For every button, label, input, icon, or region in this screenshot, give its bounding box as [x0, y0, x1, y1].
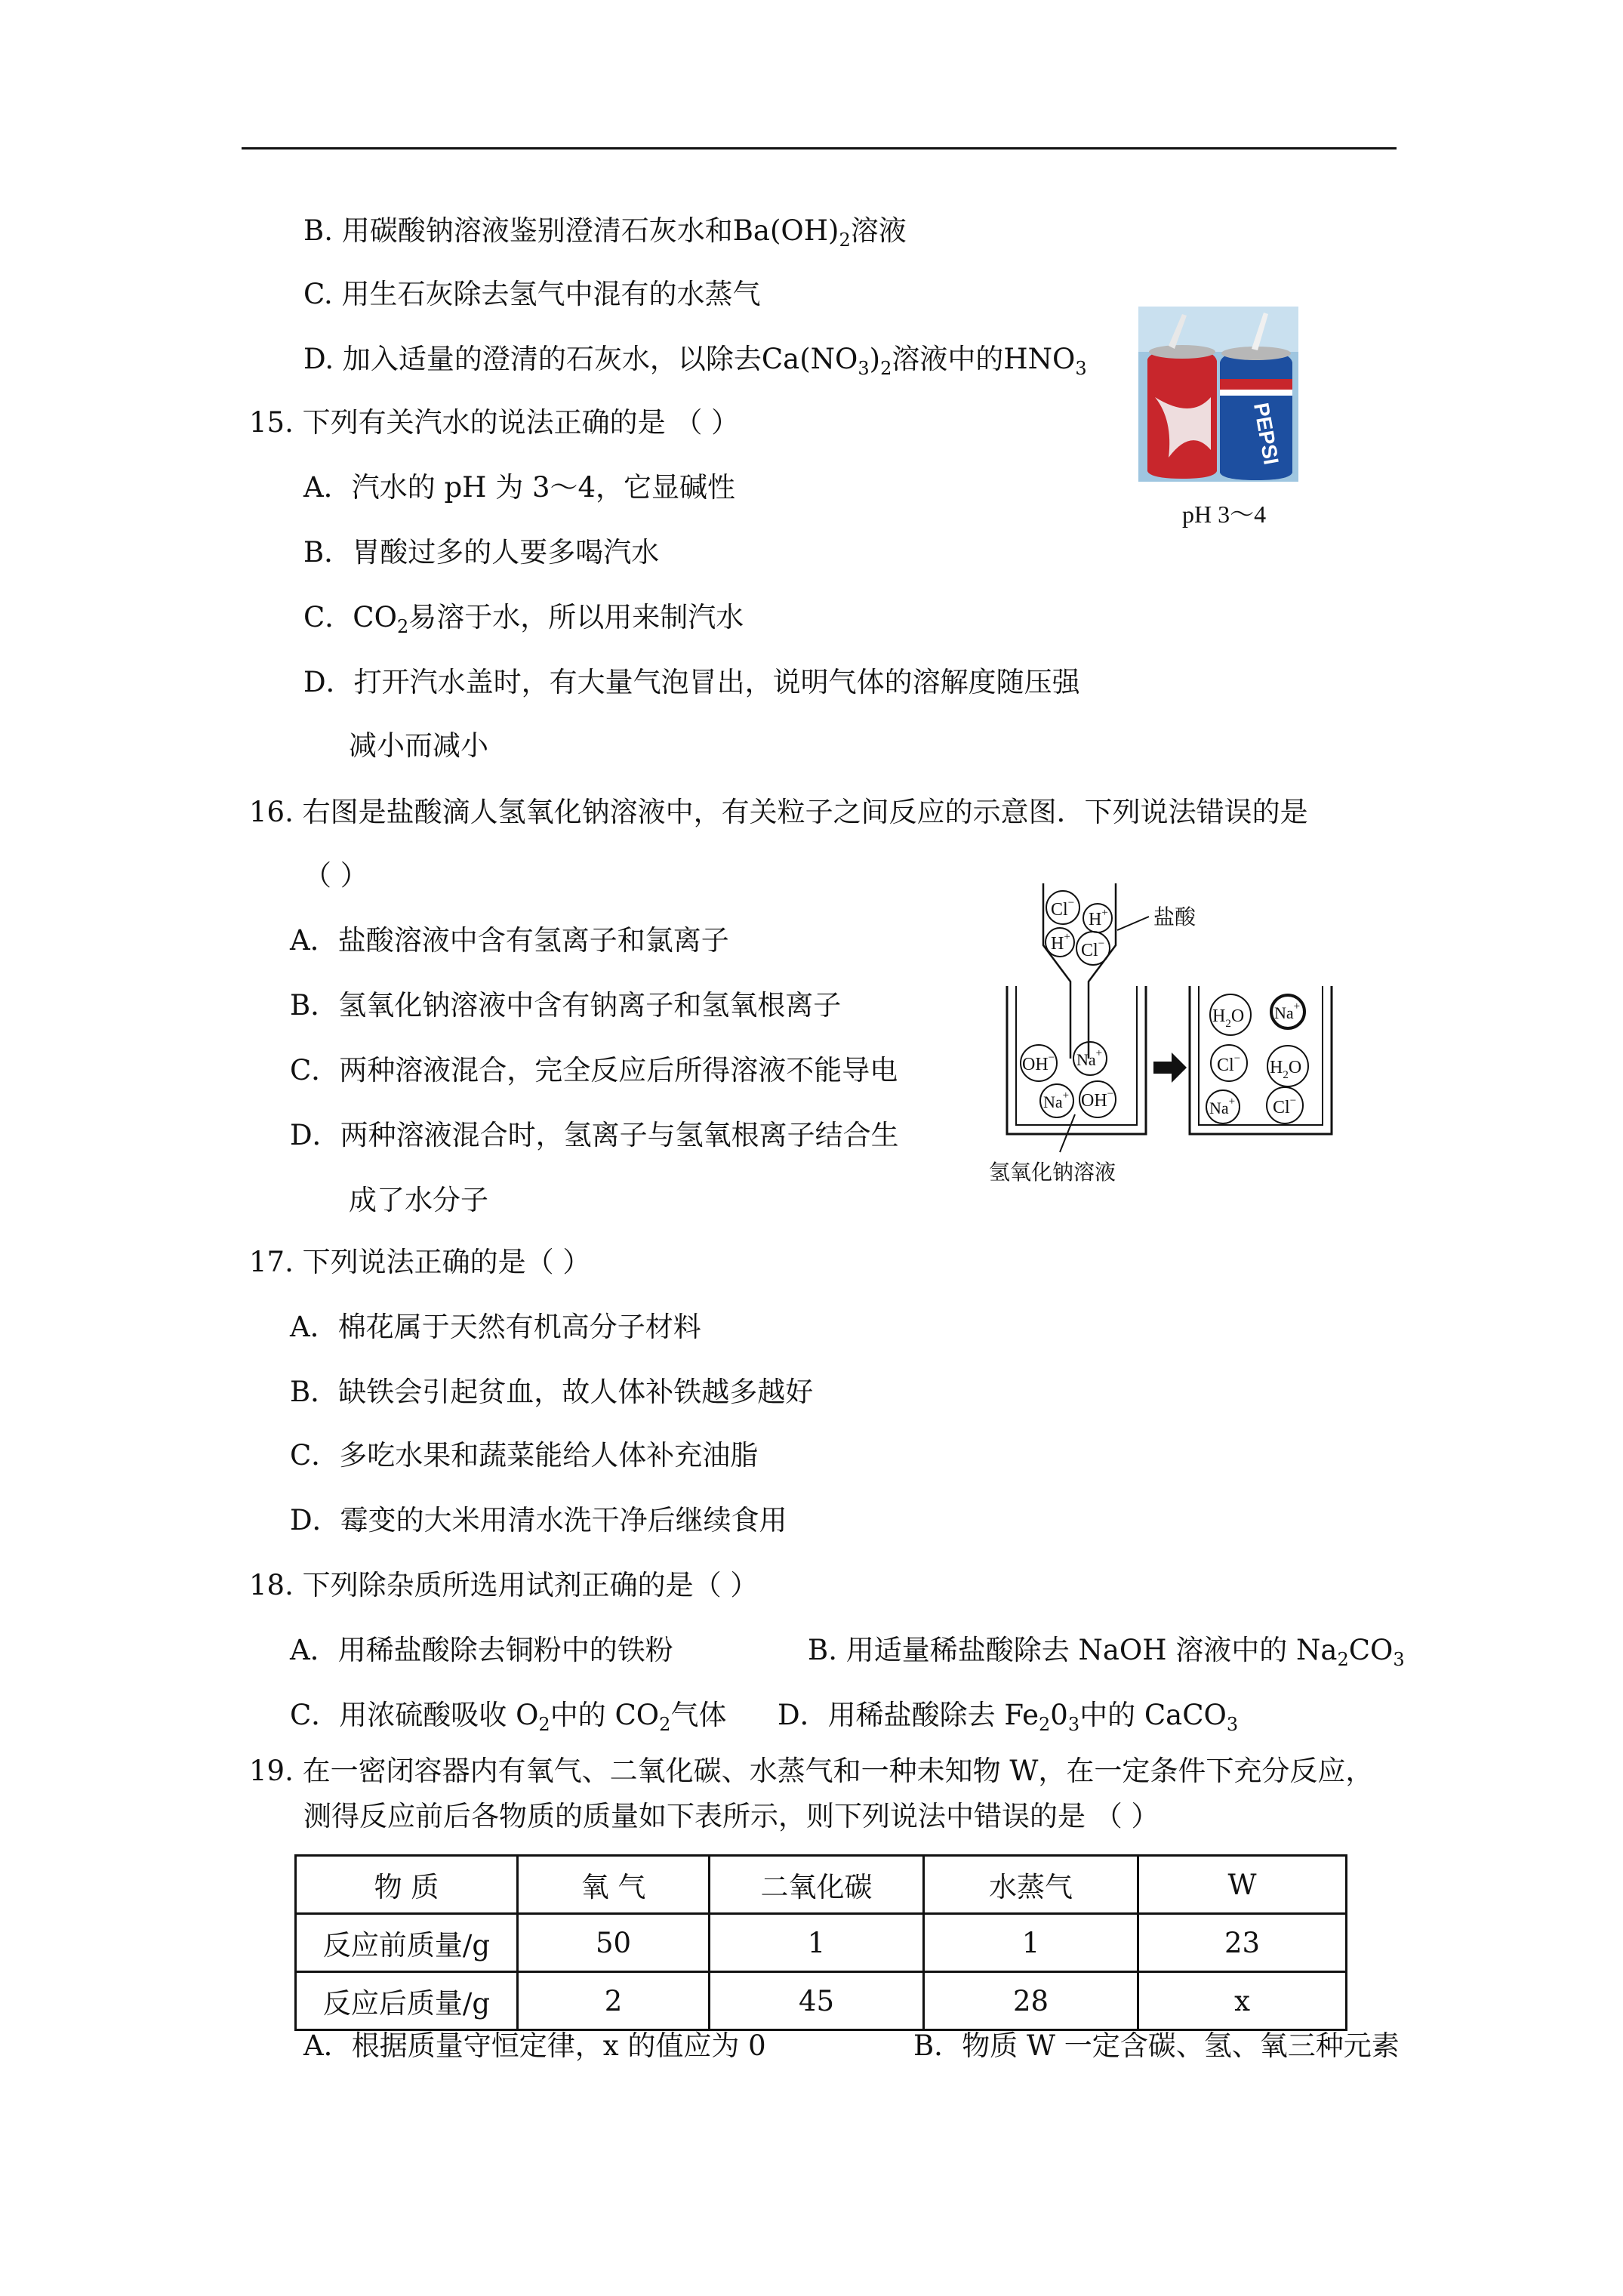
q16-stem: 16. 右图是盐酸滴人氢氧化钠溶液中，有关粒子之间反应的示意图．下列说法错误的是 — [249, 796, 1308, 828]
q19-option-b: B．物质 W 一定含碳、氢、氧三种元素 — [913, 2029, 1400, 2062]
soda-figure-caption: pH 3～4 — [1182, 501, 1267, 528]
table-cell: 1 — [924, 1914, 1138, 1972]
reaction-diagram — [981, 876, 1344, 1193]
q15-option-d-cont: 减小而减小 — [349, 729, 488, 762]
table-cell: 45 — [710, 1972, 924, 2030]
water-molecule-label: $H_2O$ — [1212, 1006, 1245, 1030]
table-cell: 反应前质量/g — [296, 1914, 518, 1972]
q16-paren: （ ） — [303, 859, 368, 892]
q19-stem: 19. 在一密闭容器内有氧气、二氧化碳、水蒸气和一种未知物 W，在一定条件下充分反应， — [249, 1755, 1374, 1787]
reaction-arrow — [1153, 1052, 1187, 1083]
q14-option-d: D. 加入适量的澄清的石灰水，以除去$Ca(NO_3)_2$溶液中的$HNO_3$ — [303, 343, 1087, 379]
table-cell: 50 — [518, 1914, 710, 1972]
water-molecule-label: $H_2O$ — [1270, 1058, 1302, 1081]
q17-stem: 17. 下列说法正确的是（ ） — [249, 1246, 591, 1278]
q15-stem: 15. 下列有关汽水的说法正确的是 （ ） — [249, 406, 740, 439]
table-cell: 28 — [924, 1972, 1138, 2030]
table-cell: 1 — [710, 1914, 924, 1972]
table-header-row — [296, 1856, 1347, 1914]
table-header-cell: 二氧化碳 — [710, 1856, 924, 1914]
hydrogen-ion-label: H+ — [1089, 907, 1108, 929]
table-header-cell: W — [1138, 1856, 1347, 1914]
q17-option-c: C．多吃水果和蔬菜能给人体补充油脂 — [290, 1439, 759, 1472]
header-rule — [242, 147, 1397, 149]
q19-stem-cont: 测得反应前后各物质的质量如下表所示，则下列说法中错误的是 （ ） — [303, 1800, 1160, 1832]
q14-option-c: C. 用生石灰除去氢气中混有的水蒸气 — [303, 278, 761, 310]
q18-stem: 18. 下列除杂质所选用试剂正确的是（ ） — [249, 1569, 759, 1601]
base-label: 氢氧化钠溶液 — [989, 1160, 1116, 1185]
sodium-ion-label: Na+ — [1209, 1096, 1236, 1117]
sodium-ion-label: Na+ — [1274, 1000, 1301, 1022]
q15-option-c: C．$CO_2$易溶于水，所以用来制汽水 — [303, 601, 744, 637]
hydroxide-ion-label: OH− — [1081, 1088, 1114, 1111]
q17-option-b: B．缺铁会引起贫血，故人体补铁越多越好 — [290, 1376, 814, 1408]
sodium-ion-label: Na+ — [1076, 1047, 1103, 1069]
chloride-ion-label: Cl− — [1273, 1095, 1297, 1117]
table-cell: x — [1138, 1972, 1347, 2030]
hydrogen-ion-label: H+ — [1051, 931, 1070, 954]
q18-option-b: B. 用适量稀盐酸除去 NaOH 溶液中的 $Na_2CO_3$ — [808, 1634, 1405, 1670]
q17-option-a: A．棉花属于天然有机高分子材料 — [290, 1311, 701, 1343]
sodium-ion-label: Na+ — [1043, 1089, 1070, 1111]
q16-option-a: A．盐酸溶液中含有氢离子和氯离子 — [290, 924, 729, 957]
chloride-ion-label: Cl− — [1081, 938, 1105, 960]
q18-option-c: C．用浓硫酸吸收 $O_2$中的 $CO_2$气体 — [290, 1699, 727, 1735]
table-cell: 反应后质量/g — [296, 1972, 518, 2030]
soda-cans-image — [1138, 307, 1298, 482]
q15-option-d: D．打开汽水盖时，有大量气泡冒出，说明气体的溶解度随压强 — [303, 666, 1080, 698]
chloride-ion-label: Cl− — [1051, 897, 1075, 920]
q16-option-d-cont: 成了水分子 — [349, 1184, 488, 1216]
q16-option-c: C．两种溶液混合，完全反应后所得溶液不能导电 — [290, 1054, 898, 1086]
table-cell: 2 — [518, 1972, 710, 2030]
table-header-cell: 氧 气 — [518, 1856, 710, 1914]
q18-option-a: A．用稀盐酸除去铜粉中的铁粉 — [290, 1634, 673, 1666]
table-cell: 23 — [1138, 1914, 1347, 1972]
can-brand-text: PEPSI — [1249, 401, 1283, 467]
q15-option-a: A．汽水的 pH 为 3～4，它显碱性 — [303, 471, 736, 504]
table-row — [296, 1972, 1347, 2030]
q15-option-b: B．胃酸过多的人要多喝汽水 — [303, 536, 660, 569]
table-header-cell: 物 质 — [296, 1856, 518, 1914]
q16-option-b: B．氢氧化钠溶液中含有钠离子和氢氧根离子 — [290, 989, 842, 1022]
hydroxide-ion-label: OH− — [1022, 1052, 1055, 1074]
mass-table — [294, 1854, 1347, 2031]
q17-option-d: D．霉变的大米用清水洗干净后继续食用 — [290, 1504, 787, 1536]
q14-option-b: B. 用碳酸钠溶液鉴别澄清石灰水和$Ba(OH)_2$溶液 — [303, 214, 907, 251]
acid-label: 盐酸 — [1153, 905, 1196, 929]
table-row — [296, 1914, 1347, 1972]
q16-option-d: D．两种溶液混合时，氢离子与氢氧根离子结合生 — [290, 1119, 899, 1151]
q18-option-d: D．用稀盐酸除去 $Fe_20_3$中的 CaCO$_3$ — [778, 1699, 1239, 1735]
q19-option-a: A．根据质量守恒定律，x 的值应为 0 — [303, 2029, 766, 2062]
table-header-cell: 水蒸气 — [924, 1856, 1138, 1914]
chloride-ion-label: Cl− — [1217, 1052, 1241, 1075]
